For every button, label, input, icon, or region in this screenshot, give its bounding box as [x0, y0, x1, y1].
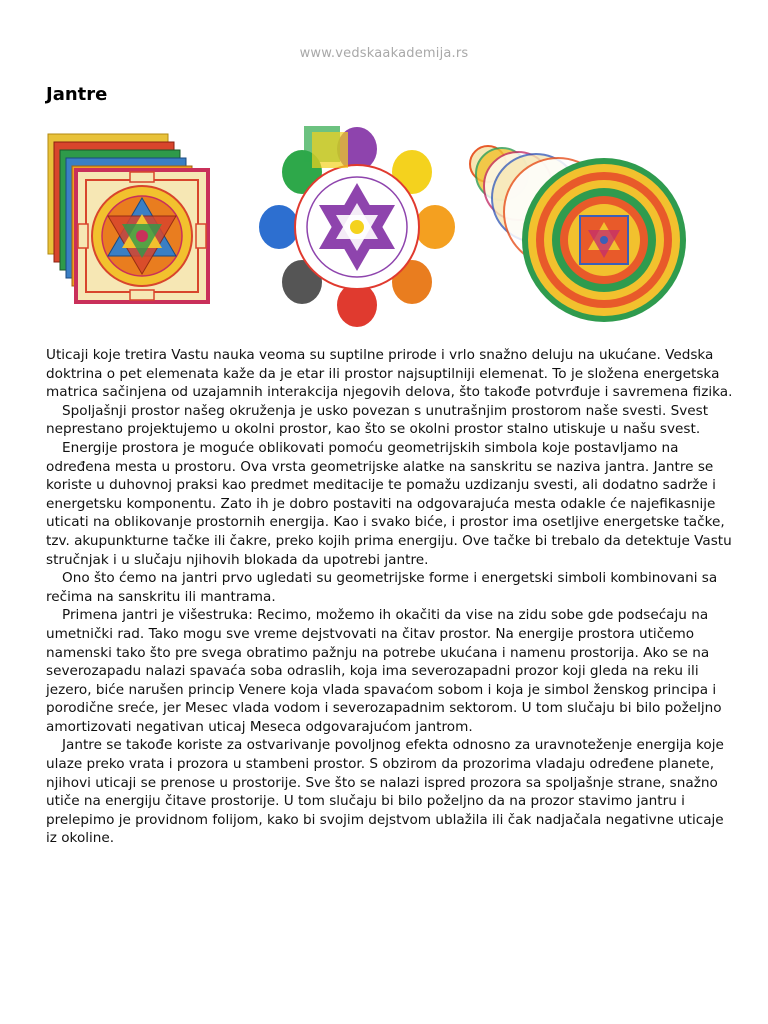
paragraph: Energije prostora je moguće oblikovati pomoću geometrijskih simbola koje postavljamo na određena mesta u prostoru. Ova vrsta geometrijske alatke na sanskritu se naziva jantra. Jantre se koriste u duhovnoj praksi kao predmet meditacije te pomažu uzdizanju svesti, ali dodatno sadrže i energetsku komponentu. Zato ih je dobro postaviti na odgovarajuća mesta odakle će najefikasnije uticati na oblikovanje prostornih energija. Kao i svako biće, i prostor ima osetljive energetske tačke, tzv. akupunkturne tačke ili čakre, preko kojih prima energiju. Ove tačke bi trebalo da detektuje Vastu stručnjak i u slučaju njihovih blokada da upotrebi jantre.	[46, 439, 732, 568]
paragraph: Primena jantri je višestruka: Recimo, možemo ih okačiti da vise na zidu sobe gde podsećaju na umetnički rad. Tako mogu sve vreme dejstvovati na čitav prostor. Na energije prostora utičemo namenski tako što pre svega obratimo pažnju na potrebe ukućana i namenu prostorija. Ako se na severozapadu nalazi spavaća soba odraslih, koja ima severozapadni prozor koji gleda na reku ili jezero, biće narušen princip Venere koja vlada spavaćom sobom i koja je simbol ženskog principa i porodične sreće, jer Mesec vlada vodom i severozapadnim sektorom. U tom slučaju bi bilo poželjno amortizovati negativan uticaj Meseca odgovarajućom jantrom.	[46, 607, 722, 735]
paragraph: Uticaji koje tretira Vastu nauka veoma su suptilne prirode i vrlo snažno deluju na ukućane. Vedska doktrina o pet elemenata kaže da je etar ili prostor najsuptilniji elemenat. To je složena energetska matrica sačinjena od uzajamnih interakcija njegovih delova, što takođe potvrđuje i savremena fizika.	[46, 347, 733, 401]
mandala-stack-image	[466, 124, 696, 330]
chakra-lotus-yantra-image	[254, 124, 460, 330]
sri-yantra-stack-image	[46, 124, 212, 330]
paragraph: Spoljašnji prostor našeg okruženja je usko povezan s unutrašnjim prostorom naše svesti. Svest neprestano projektujemo u okolni prostor, kao što se okolni prostor stalno utiskuje u našu svest.	[46, 402, 709, 438]
site-url: www.vedskaakademija.rs	[299, 46, 469, 61]
paragraph: Jantre se takođe koriste za ostvarivanje povoljnog efekta odnosno za uravnoteženje energija koje ulaze preko vrata i prozora u stambeni prostor. S obzirom da prozorima vladaju određene planete, njihovi uticaji se prenose u prostorije. Sve što se nalazi ispred prozora sa spoljašnje strane, snažno utiče na energiju čitave prostorije. U tom slučaju bi bilo poželjno da na prozor stavimo jantru i prelepimo je providnom folijom, kako bi svojim dejstvom ublažila ili čak nadjačala negativne uticaje iz okoline.	[46, 737, 724, 847]
article-body	[46, 346, 736, 848]
page-title: Jantre	[46, 84, 108, 105]
yantra-images	[46, 124, 726, 332]
paragraph: Ono što ćemo na jantri prvo ugledati su geometrijske forme i energetski simboli kombinovani sa rečima na sanskritu ili mantrama.	[46, 570, 718, 605]
